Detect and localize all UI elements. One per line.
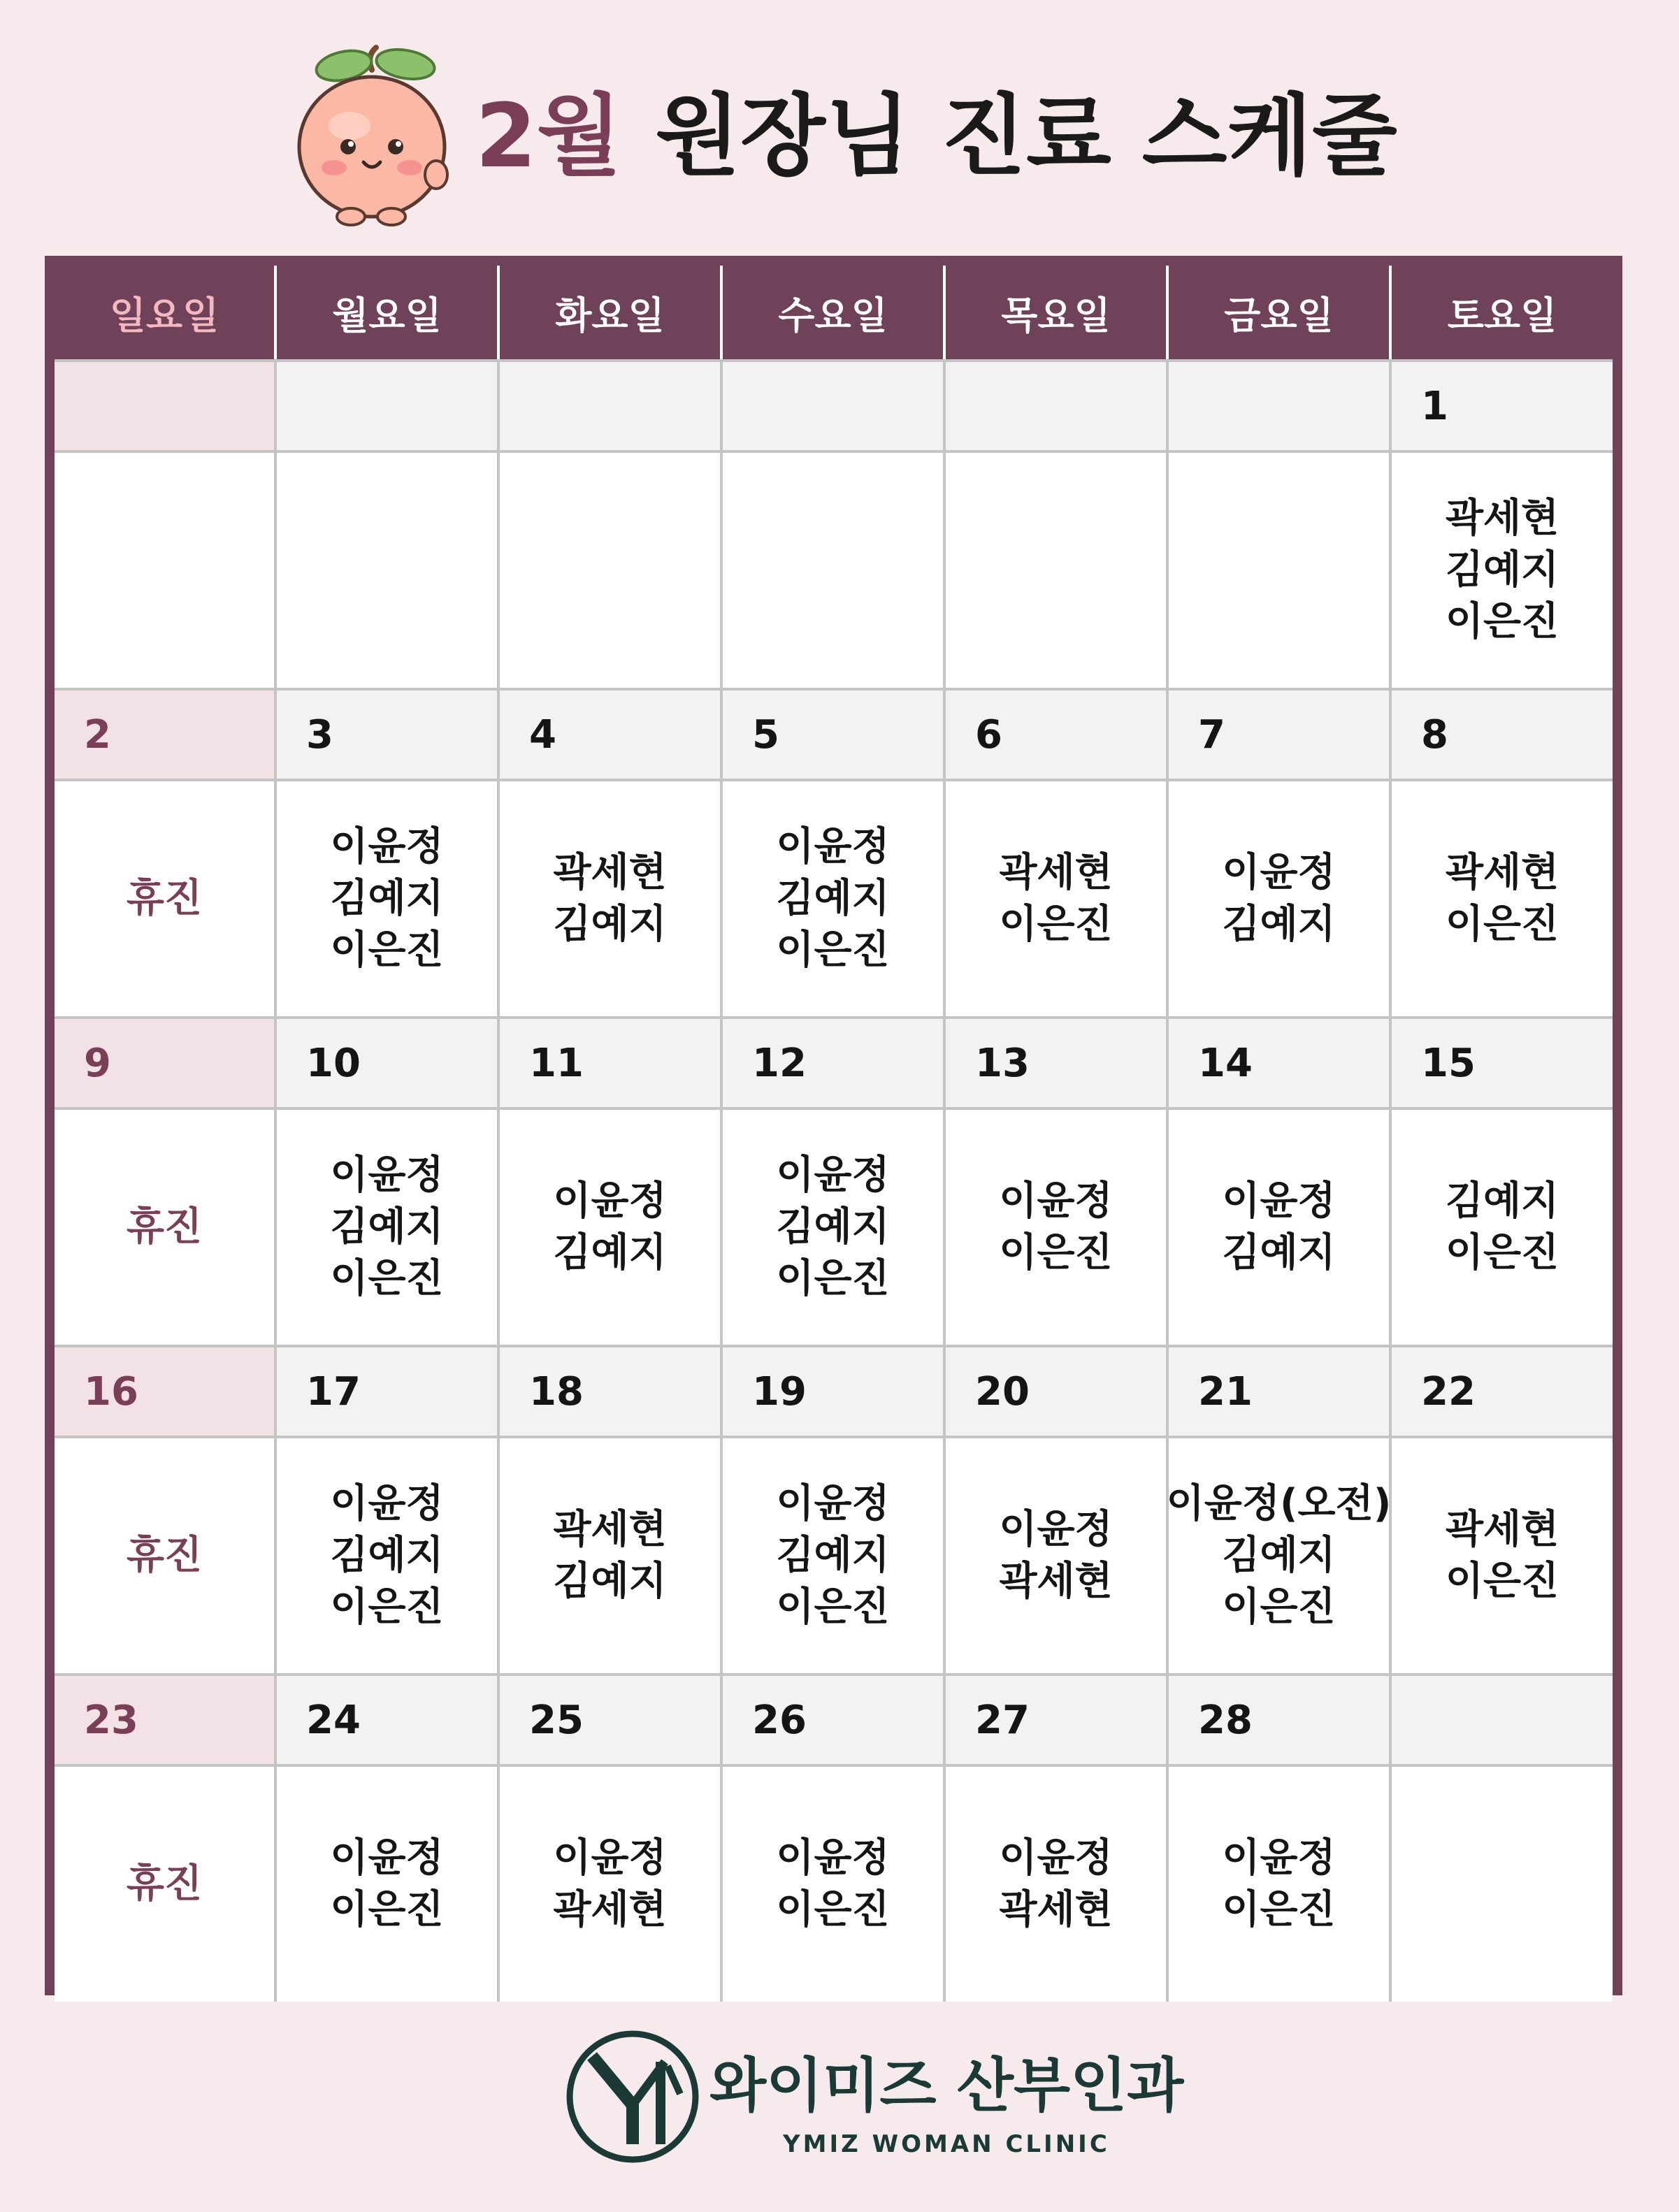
weekday-header-4: 목요일 bbox=[946, 266, 1169, 359]
doctor-cell bbox=[946, 1438, 1169, 1673]
doctor-cell bbox=[946, 781, 1169, 1016]
date-cell: 6 bbox=[946, 691, 1169, 779]
closed-label: 휴진 bbox=[126, 1533, 203, 1578]
doctor-name: 김예지 bbox=[330, 1533, 444, 1578]
doctor-name: 김예지 bbox=[776, 876, 890, 921]
doctor-name: 곽세현 bbox=[999, 1559, 1113, 1604]
doctor-name: 이은진 bbox=[1445, 1230, 1559, 1275]
doctor-name: 이은진 bbox=[999, 902, 1113, 947]
date-cell: 23 bbox=[55, 1676, 277, 1764]
date-cell: 5 bbox=[723, 691, 946, 779]
week-row bbox=[55, 1016, 1613, 1345]
date-cell: 28 bbox=[1169, 1676, 1392, 1764]
doctor-cell bbox=[723, 781, 946, 1016]
date-cell bbox=[500, 362, 723, 450]
closed-day-cell bbox=[55, 781, 277, 1016]
date-row bbox=[55, 1345, 1613, 1436]
weekday-header-6: 토요일 bbox=[1447, 293, 1557, 338]
date-row bbox=[55, 1673, 1613, 1764]
date-cell: 1 bbox=[1392, 362, 1613, 450]
doctor-name: 김예지 bbox=[553, 902, 667, 947]
doctor-name: 이은진 bbox=[1222, 1584, 1336, 1630]
doctor-cell bbox=[1169, 453, 1392, 688]
doctor-name: 이윤정 bbox=[999, 1835, 1113, 1881]
date-cell: 8 bbox=[1392, 691, 1613, 779]
week-row bbox=[55, 1345, 1613, 1673]
closed-day-cell bbox=[55, 1438, 277, 1673]
doctor-name: 김예지 bbox=[553, 1230, 667, 1275]
page-title bbox=[475, 84, 1397, 189]
ym-logo-icon bbox=[563, 2027, 702, 2167]
doctor-name: 김예지 bbox=[1445, 1178, 1559, 1224]
doctor-name: 이은진 bbox=[1445, 902, 1559, 947]
doctor-cell bbox=[946, 1767, 1169, 2002]
doctor-name: 곽세현 bbox=[1445, 496, 1559, 541]
date-cell bbox=[723, 362, 946, 450]
doctor-row bbox=[55, 779, 1613, 1016]
doctor-name: 이윤정 bbox=[999, 1507, 1113, 1552]
doctor-cell bbox=[277, 1767, 500, 2002]
doctor-name: 이윤정 bbox=[1222, 850, 1336, 895]
doctor-cell bbox=[1169, 1110, 1392, 1345]
doctor-cell bbox=[500, 1110, 723, 1345]
peach-mascot-icon bbox=[294, 42, 454, 231]
date-cell: 11 bbox=[500, 1019, 723, 1107]
doctor-name: 곽세현 bbox=[1445, 1507, 1559, 1552]
doctor-name: 이윤정 bbox=[776, 1152, 890, 1198]
date-row bbox=[55, 688, 1613, 779]
weekday-header-3: 수요일 bbox=[723, 266, 946, 359]
weekday-header-row bbox=[55, 266, 1613, 359]
date-cell: 21 bbox=[1169, 1347, 1392, 1436]
doctor-row bbox=[55, 450, 1613, 688]
doctor-name: 김예지 bbox=[776, 1533, 890, 1578]
doctor-name: 이은진 bbox=[1445, 599, 1559, 644]
date-cell: 15 bbox=[1392, 1019, 1613, 1107]
closed-day-cell bbox=[55, 1767, 277, 2002]
date-cell: 26 bbox=[723, 1676, 946, 1764]
doctor-name: 이윤정 bbox=[776, 1835, 890, 1881]
date-row bbox=[55, 359, 1613, 450]
date-cell: 17 bbox=[277, 1347, 500, 1436]
doctor-cell bbox=[1169, 1767, 1392, 2002]
doctor-name: 곽세현 bbox=[999, 850, 1113, 895]
doctor-name: 이은진 bbox=[1222, 1887, 1336, 1932]
doctor-cell bbox=[500, 453, 723, 688]
date-cell bbox=[1169, 362, 1392, 450]
doctor-name: 이은진 bbox=[999, 1230, 1113, 1275]
doctor-cell bbox=[1392, 453, 1613, 688]
date-cell bbox=[55, 362, 277, 450]
weekday-header-1: 월요일 bbox=[277, 266, 500, 359]
closed-label: 휴진 bbox=[126, 1861, 203, 1907]
doctor-name: 김예지 bbox=[1222, 1533, 1336, 1578]
date-cell: 25 bbox=[500, 1676, 723, 1764]
doctor-name: 곽세현 bbox=[553, 1887, 667, 1932]
date-cell bbox=[1392, 1676, 1613, 1764]
doctor-name: 이윤정 bbox=[330, 1481, 444, 1526]
doctor-cell bbox=[1392, 1110, 1613, 1345]
date-cell: 19 bbox=[723, 1347, 946, 1436]
doctor-name: 김예지 bbox=[1222, 1230, 1336, 1275]
doctor-name: 김예지 bbox=[1445, 547, 1559, 593]
doctor-row bbox=[55, 1107, 1613, 1345]
doctor-name: 곽세현 bbox=[1445, 850, 1559, 895]
doctor-name: 곽세현 bbox=[553, 1507, 667, 1552]
doctor-cell bbox=[1392, 781, 1613, 1016]
date-cell: 12 bbox=[723, 1019, 946, 1107]
doctor-name: 이윤정 bbox=[330, 1835, 444, 1881]
doctor-cell bbox=[500, 1767, 723, 2002]
date-cell: 16 bbox=[55, 1347, 277, 1436]
doctor-name: 이윤정 bbox=[776, 824, 890, 869]
date-cell: 10 bbox=[277, 1019, 500, 1107]
doctor-name: 김예지 bbox=[776, 1204, 890, 1250]
doctor-name: 이윤정 bbox=[553, 1835, 667, 1881]
doctor-name: 곽세현 bbox=[999, 1887, 1113, 1932]
date-cell: 2 bbox=[55, 691, 277, 779]
page-header bbox=[0, 28, 1679, 238]
doctor-cell bbox=[277, 1438, 500, 1673]
doctor-row bbox=[55, 1436, 1613, 1673]
doctor-cell bbox=[277, 1110, 500, 1345]
date-cell: 9 bbox=[55, 1019, 277, 1107]
date-cell: 22 bbox=[1392, 1347, 1613, 1436]
date-cell bbox=[277, 362, 500, 450]
doctor-name: 이윤정 bbox=[776, 1481, 890, 1526]
date-cell: 18 bbox=[500, 1347, 723, 1436]
date-cell: 14 bbox=[1169, 1019, 1392, 1107]
date-cell bbox=[946, 362, 1169, 450]
doctor-cell bbox=[946, 1110, 1169, 1345]
doctor-name: 이윤정 bbox=[553, 1178, 667, 1224]
doctor-cell bbox=[500, 781, 723, 1016]
date-cell: 20 bbox=[946, 1347, 1169, 1436]
date-cell: 4 bbox=[500, 691, 723, 779]
doctor-cell bbox=[500, 1438, 723, 1673]
doctor-name: 이윤정 bbox=[330, 1152, 444, 1198]
doctor-name: 김예지 bbox=[553, 1559, 667, 1604]
doctor-name: 이은진 bbox=[776, 1584, 890, 1630]
clinic-name-english: YMIZ WOMAN CLINIC bbox=[783, 2130, 1110, 2158]
doctor-cell bbox=[277, 781, 500, 1016]
doctor-cell bbox=[723, 1767, 946, 2002]
doctor-name: 김예지 bbox=[1222, 902, 1336, 947]
title-text: 원장님 진료 스케줄 bbox=[655, 85, 1397, 187]
date-cell: 3 bbox=[277, 691, 500, 779]
doctor-name: 이은진 bbox=[330, 1584, 444, 1630]
doctor-cell bbox=[55, 453, 277, 688]
title-month: 2월 bbox=[475, 85, 622, 187]
weekday-header-0: 일요일 bbox=[55, 266, 277, 359]
doctor-name: 이은진 bbox=[330, 1887, 444, 1932]
weekday-header-5: 금요일 bbox=[1169, 266, 1392, 359]
week-row bbox=[55, 1673, 1613, 2002]
doctor-row bbox=[55, 1764, 1613, 2002]
doctor-cell bbox=[723, 453, 946, 688]
closed-label: 휴진 bbox=[126, 876, 203, 921]
page-footer bbox=[0, 2027, 1679, 2181]
clinic-name: 와이미즈 산부인과 bbox=[709, 2051, 1184, 2120]
weekday-header-2: 화요일 bbox=[500, 266, 723, 359]
week-row bbox=[55, 688, 1613, 1016]
doctor-cell bbox=[1392, 1438, 1613, 1673]
doctor-name: 이윤정 bbox=[1222, 1835, 1336, 1881]
doctor-name: 이은진 bbox=[330, 927, 444, 973]
date-cell: 27 bbox=[946, 1676, 1169, 1764]
doctor-name: 이은진 bbox=[776, 1256, 890, 1301]
doctor-cell bbox=[1166, 1438, 1392, 1673]
date-cell: 24 bbox=[277, 1676, 500, 1764]
closed-day-cell bbox=[55, 1110, 277, 1345]
doctor-name: 이윤정 bbox=[1222, 1178, 1336, 1224]
closed-label: 휴진 bbox=[126, 1204, 203, 1250]
doctor-name: 이윤정(오전) bbox=[1166, 1481, 1392, 1526]
doctor-name: 이은진 bbox=[330, 1256, 444, 1301]
week-row bbox=[55, 359, 1613, 688]
doctor-name: 이은진 bbox=[1445, 1559, 1559, 1604]
doctor-cell bbox=[946, 453, 1169, 688]
date-cell: 7 bbox=[1169, 691, 1392, 779]
doctor-cell bbox=[723, 1438, 946, 1673]
doctor-name: 곽세현 bbox=[553, 850, 667, 895]
doctor-cell bbox=[1169, 781, 1392, 1016]
doctor-name: 김예지 bbox=[330, 1204, 444, 1250]
doctor-cell bbox=[723, 1110, 946, 1345]
doctor-name: 이윤정 bbox=[330, 824, 444, 869]
date-row bbox=[55, 1016, 1613, 1107]
doctor-name: 이은진 bbox=[776, 927, 890, 973]
date-cell: 13 bbox=[946, 1019, 1169, 1107]
doctor-name: 이윤정 bbox=[999, 1178, 1113, 1224]
doctor-cell bbox=[277, 453, 500, 688]
doctor-cell bbox=[1392, 1767, 1613, 2002]
doctor-name: 김예지 bbox=[330, 876, 444, 921]
schedule-calendar bbox=[45, 256, 1622, 1995]
doctor-name: 이은진 bbox=[776, 1887, 890, 1932]
